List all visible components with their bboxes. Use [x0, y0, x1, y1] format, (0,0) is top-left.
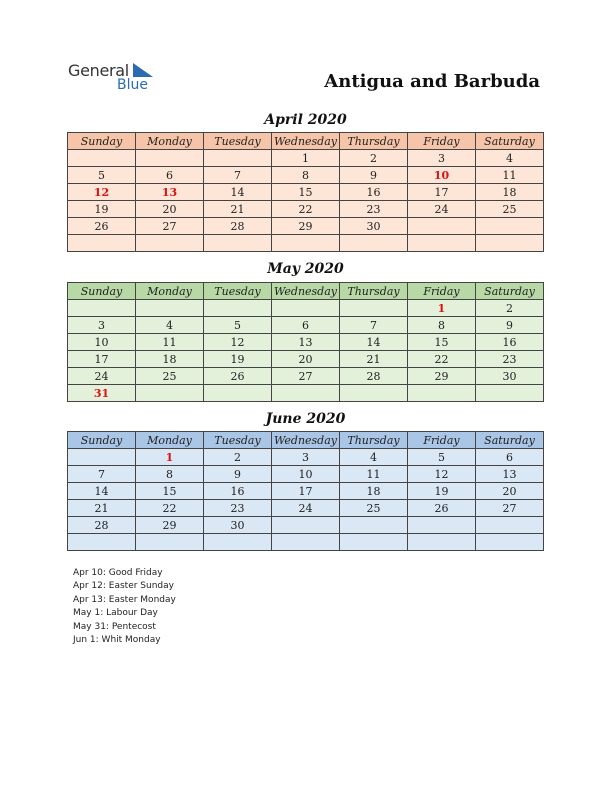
week-row [68, 167, 544, 184]
day-cell: 5 [68, 167, 136, 184]
day-cell: 24 [68, 368, 136, 385]
month-title-june: June 2020 [265, 411, 346, 427]
day-cell: 16 [476, 334, 544, 351]
day-cell: 15 [408, 334, 476, 351]
day-cell: 2 [340, 150, 408, 167]
day-cell: 25 [136, 368, 204, 385]
day-cell: 6 [136, 167, 204, 184]
day-cell [408, 218, 476, 235]
day-cell: 25 [340, 500, 408, 517]
day-cell: 18 [340, 483, 408, 500]
day-cell [272, 385, 340, 402]
week-row [68, 317, 544, 334]
day-cell: 12 [408, 466, 476, 483]
weekday-header-row [68, 283, 544, 300]
day-cell: 13 [136, 184, 204, 201]
week-row [68, 235, 544, 252]
day-cell: 29 [272, 218, 340, 235]
day-cell: 11 [340, 466, 408, 483]
day-cell [136, 385, 204, 402]
day-cell [204, 235, 272, 252]
day-cell [408, 235, 476, 252]
day-cell: 3 [272, 449, 340, 466]
day-cell: 7 [68, 466, 136, 483]
weekday-header: Wednesday [272, 283, 340, 300]
day-cell: 6 [272, 317, 340, 334]
weekday-header: Saturday [476, 432, 544, 449]
day-cell [204, 300, 272, 317]
day-cell [340, 517, 408, 534]
day-cell: 16 [340, 184, 408, 201]
day-cell: 10 [408, 167, 476, 184]
day-cell: 19 [204, 351, 272, 368]
day-cell: 22 [272, 201, 340, 218]
day-cell [136, 300, 204, 317]
week-row [68, 368, 544, 385]
week-row [68, 150, 544, 167]
day-cell [68, 300, 136, 317]
week-row [68, 300, 544, 317]
day-cell: 17 [408, 184, 476, 201]
day-cell: 9 [340, 167, 408, 184]
logo-general-text: General [68, 61, 129, 80]
day-cell [476, 235, 544, 252]
day-cell: 2 [204, 449, 272, 466]
week-row [68, 385, 544, 402]
holiday-item: Apr 13: Easter Monday [73, 594, 176, 605]
weekday-header: Wednesday [272, 432, 340, 449]
week-row [68, 534, 544, 551]
day-cell: 13 [476, 466, 544, 483]
weekday-header: Sunday [68, 283, 136, 300]
day-cell: 26 [204, 368, 272, 385]
day-cell: 17 [68, 351, 136, 368]
logo-blue-text: Blue [117, 77, 148, 93]
day-cell: 8 [408, 317, 476, 334]
holiday-item: Apr 12: Easter Sunday [73, 581, 174, 592]
day-cell: 4 [340, 449, 408, 466]
weekday-header: Sunday [68, 133, 136, 150]
week-row [68, 500, 544, 517]
week-row [68, 483, 544, 500]
day-cell [136, 150, 204, 167]
day-cell: 28 [68, 517, 136, 534]
weekday-header: Monday [136, 133, 204, 150]
day-cell: 3 [68, 317, 136, 334]
day-cell: 14 [204, 184, 272, 201]
calendar-june [67, 431, 544, 551]
day-cell: 13 [272, 334, 340, 351]
day-cell: 5 [204, 317, 272, 334]
weekday-header: Monday [136, 283, 204, 300]
day-cell [272, 534, 340, 551]
day-cell [68, 150, 136, 167]
day-cell: 24 [272, 500, 340, 517]
weekday-header: Thursday [340, 133, 408, 150]
day-cell: 9 [476, 317, 544, 334]
day-cell: 31 [68, 385, 136, 402]
day-cell: 19 [408, 483, 476, 500]
day-cell: 4 [136, 317, 204, 334]
day-cell: 6 [476, 449, 544, 466]
weekday-header: Saturday [476, 283, 544, 300]
holiday-item: May 31: Pentecost [73, 621, 156, 632]
day-cell: 16 [204, 483, 272, 500]
holiday-item: Jun 1: Whit Monday [73, 635, 161, 646]
weekday-header: Friday [408, 283, 476, 300]
day-cell [68, 449, 136, 466]
day-cell [340, 300, 408, 317]
week-row [68, 334, 544, 351]
logo [68, 61, 168, 97]
day-cell: 14 [340, 334, 408, 351]
weekday-header: Thursday [340, 283, 408, 300]
day-cell [204, 150, 272, 167]
month-title-april: April 2020 [264, 112, 347, 128]
day-cell [204, 385, 272, 402]
day-cell [408, 385, 476, 402]
day-cell: 12 [204, 334, 272, 351]
day-cell [340, 385, 408, 402]
weekday-header: Tuesday [204, 283, 272, 300]
holiday-list [73, 567, 176, 647]
day-cell: 26 [408, 500, 476, 517]
day-cell: 21 [204, 201, 272, 218]
day-cell: 18 [476, 184, 544, 201]
day-cell: 7 [204, 167, 272, 184]
day-cell [68, 235, 136, 252]
day-cell [272, 517, 340, 534]
weekday-header-row [68, 133, 544, 150]
week-row [68, 517, 544, 534]
day-cell [340, 235, 408, 252]
day-cell: 5 [408, 449, 476, 466]
day-cell: 26 [68, 218, 136, 235]
day-cell: 15 [136, 483, 204, 500]
day-cell: 11 [476, 167, 544, 184]
day-cell: 29 [408, 368, 476, 385]
day-cell: 21 [340, 351, 408, 368]
day-cell: 24 [408, 201, 476, 218]
day-cell: 17 [272, 483, 340, 500]
weekday-header: Monday [136, 432, 204, 449]
day-cell: 1 [136, 449, 204, 466]
day-cell [476, 218, 544, 235]
day-cell: 10 [68, 334, 136, 351]
day-cell: 27 [272, 368, 340, 385]
day-cell: 28 [204, 218, 272, 235]
day-cell: 18 [136, 351, 204, 368]
day-cell: 8 [136, 466, 204, 483]
day-cell: 9 [204, 466, 272, 483]
day-cell [136, 235, 204, 252]
day-cell: 23 [476, 351, 544, 368]
day-cell [272, 235, 340, 252]
day-cell: 20 [272, 351, 340, 368]
day-cell: 25 [476, 201, 544, 218]
day-cell: 23 [204, 500, 272, 517]
day-cell: 30 [476, 368, 544, 385]
day-cell: 1 [272, 150, 340, 167]
day-cell [476, 534, 544, 551]
day-cell: 4 [476, 150, 544, 167]
day-cell: 8 [272, 167, 340, 184]
weekday-header: Friday [408, 133, 476, 150]
day-cell [476, 517, 544, 534]
day-cell: 15 [272, 184, 340, 201]
weekday-header: Saturday [476, 133, 544, 150]
week-row [68, 184, 544, 201]
weekday-header: Sunday [68, 432, 136, 449]
day-cell: 29 [136, 517, 204, 534]
day-cell [68, 534, 136, 551]
day-cell: 2 [476, 300, 544, 317]
week-row [68, 466, 544, 483]
weekday-header: Tuesday [204, 133, 272, 150]
weekday-header: Wednesday [272, 133, 340, 150]
day-cell [272, 300, 340, 317]
day-cell [204, 534, 272, 551]
day-cell [340, 534, 408, 551]
day-cell: 22 [408, 351, 476, 368]
weekday-header-row [68, 432, 544, 449]
day-cell: 27 [476, 500, 544, 517]
day-cell: 1 [408, 300, 476, 317]
day-cell: 3 [408, 150, 476, 167]
day-cell: 30 [204, 517, 272, 534]
weekday-header: Tuesday [204, 432, 272, 449]
calendar-april [67, 132, 544, 252]
day-cell: 7 [340, 317, 408, 334]
month-title-may: May 2020 [267, 261, 344, 277]
day-cell: 21 [68, 500, 136, 517]
day-cell: 10 [272, 466, 340, 483]
week-row [68, 351, 544, 368]
weekday-header: Thursday [340, 432, 408, 449]
holiday-item: May 1: Labour Day [73, 608, 158, 619]
day-cell: 20 [136, 201, 204, 218]
day-cell: 22 [136, 500, 204, 517]
calendar-may [67, 282, 544, 402]
day-cell [408, 517, 476, 534]
day-cell: 23 [340, 201, 408, 218]
logo-triangle-icon [133, 63, 153, 77]
day-cell [408, 534, 476, 551]
day-cell: 27 [136, 218, 204, 235]
day-cell: 28 [340, 368, 408, 385]
day-cell [136, 534, 204, 551]
day-cell: 11 [136, 334, 204, 351]
day-cell: 19 [68, 201, 136, 218]
week-row [68, 218, 544, 235]
day-cell: 14 [68, 483, 136, 500]
week-row [68, 449, 544, 466]
holiday-item: Apr 10: Good Friday [73, 568, 163, 578]
country-title: Antigua and Barbuda [324, 71, 540, 92]
weekday-header: Friday [408, 432, 476, 449]
day-cell: 20 [476, 483, 544, 500]
day-cell: 12 [68, 184, 136, 201]
day-cell [476, 385, 544, 402]
day-cell: 30 [340, 218, 408, 235]
week-row [68, 201, 544, 218]
